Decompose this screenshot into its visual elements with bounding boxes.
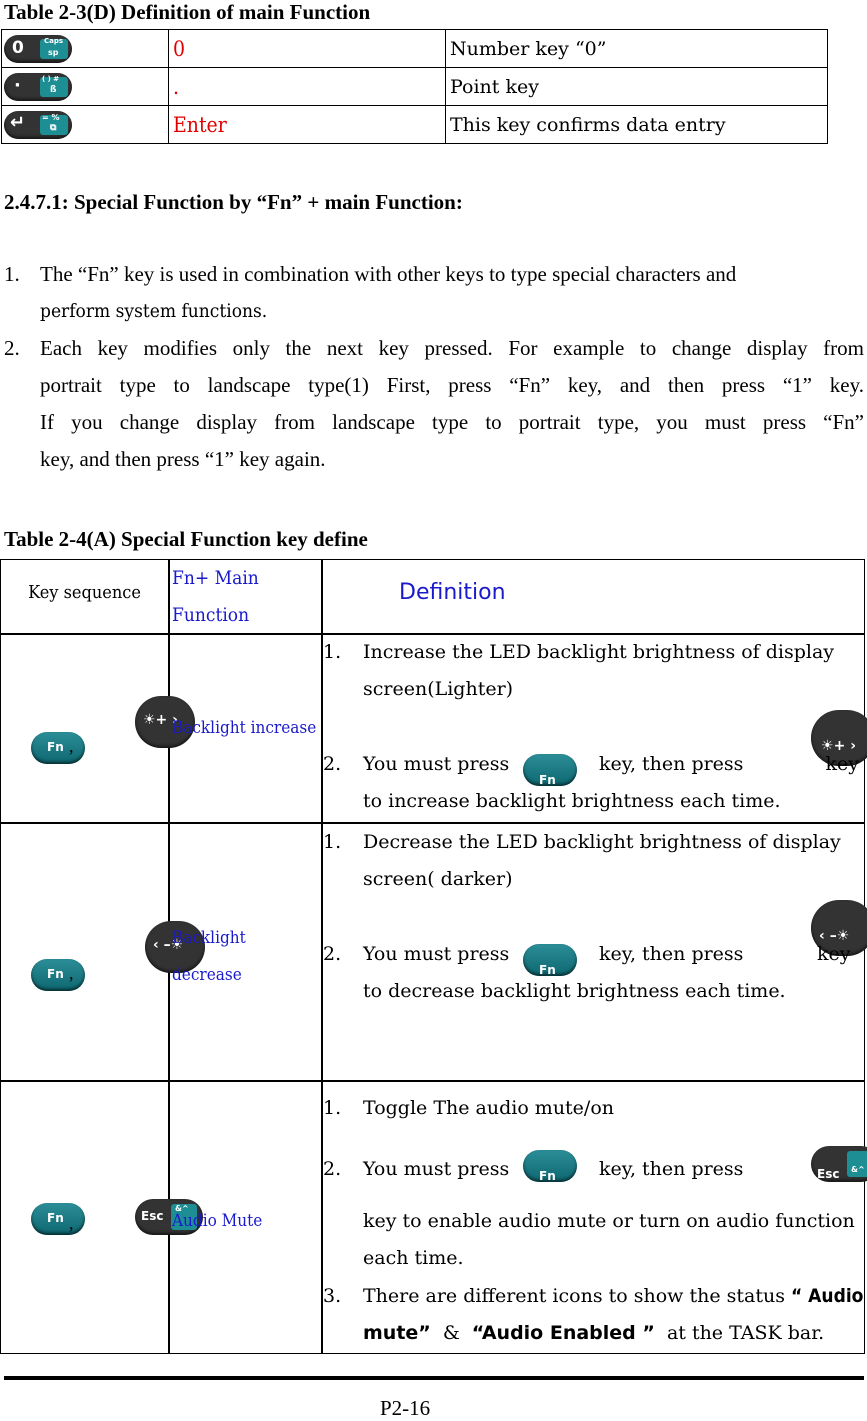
point-key-icon: · ( ) # ß	[4, 73, 72, 101]
footer-rule	[4, 1376, 864, 1380]
brightness-up-key-icon: ☀+ ›	[811, 710, 867, 766]
main-function-table	[1, 29, 828, 144]
list-item: 1. The “Fn” key is used in combination with other keys to type special characters and perform system functions.	[4, 262, 737, 322]
enter-key-icon: ↵ = % ⧉	[4, 111, 72, 139]
table-row: Fn , ☀+ ›	[1, 634, 168, 822]
function-cell: 0	[169, 30, 446, 68]
page-number: P2-16	[380, 1396, 431, 1420]
fn-key-icon: Fn	[523, 1150, 577, 1182]
numbered-list	[4, 256, 864, 478]
list-item: 2. Each key modifies only the next key pressed. For example to change display from portrait type to landscape type(1) First, press “Fn” key, and then press “1” key. If you change display from landscape type to portrait type, you must press “Fn” key, and then press “1” key again.	[4, 336, 864, 471]
table-row	[2, 30, 828, 68]
function-cell: Enter	[169, 106, 446, 144]
fn-key-icon: Fn	[523, 944, 577, 976]
fn-name-cell: Backlight decrease	[172, 928, 246, 985]
section-heading: 2.4.7.1: Special Function by “Fn” + main Function:	[4, 190, 463, 214]
esc-mute-key-icon: Esc &^	[811, 1146, 867, 1182]
table2-title: Table 2-4(A) Special Function key define	[4, 527, 368, 551]
definition-cell: Number key “0”	[446, 30, 828, 68]
zero-key-icon: 0 Caps sp	[4, 35, 72, 63]
header-fn-main: Fn+ Main Function	[172, 567, 259, 626]
header-definition: Definition	[399, 580, 506, 605]
definition-cell: 1. Toggle The audio mute/on 2. You must press Fn key, then press Esc &^ key to enable audio mute or turn on audio function each time. 3. There are different icons to show the status “ Audio mute” & “Audio Enabled ” at the TASK bar.	[323, 1090, 863, 1352]
function-cell: .	[169, 68, 446, 106]
fn-key-icon: Fn	[31, 732, 85, 764]
fn-name-cell: Audio Mute	[172, 1211, 263, 1231]
fn-name-cell: Backlight increase	[172, 718, 317, 738]
definition-cell: This key confirms data entry	[446, 106, 828, 144]
definition-cell: 1. Increase the LED backlight brightness of display screen(Lighter) 2. You must press Fn key, then press ☀+ › key to increase backlight brightness each time.	[323, 634, 863, 822]
fn-key-icon: Fn	[31, 959, 85, 991]
brightness-down-key-icon: ‹ –☀	[811, 900, 867, 956]
table-row: Fn , ‹ –☀	[1, 823, 168, 1080]
table-row: Fn , Esc &^	[1, 1081, 168, 1353]
fn-key-icon: Fn	[523, 754, 577, 786]
special-function-table	[0, 559, 865, 1354]
brightness-down-key-icon: ‹ –☀	[145, 921, 205, 973]
table-row	[2, 68, 828, 106]
definition-cell: 1. Decrease the LED backlight brightness of display screen( darker) 2. You must press Fn key, then press ‹ –☀ key to decrease backlight brightness each time.	[323, 824, 863, 1080]
definition-cell: Point key	[446, 68, 828, 106]
table1-title: Table 2-3(D) Definition of main Function	[4, 0, 371, 24]
table-row	[2, 106, 828, 144]
header-key-sequence: Key sequence	[28, 582, 141, 603]
brightness-up-key-icon: ☀+ ›	[135, 696, 195, 748]
fn-key-icon: Fn	[31, 1203, 85, 1235]
esc-mute-key-icon: Esc &^	[135, 1199, 203, 1235]
